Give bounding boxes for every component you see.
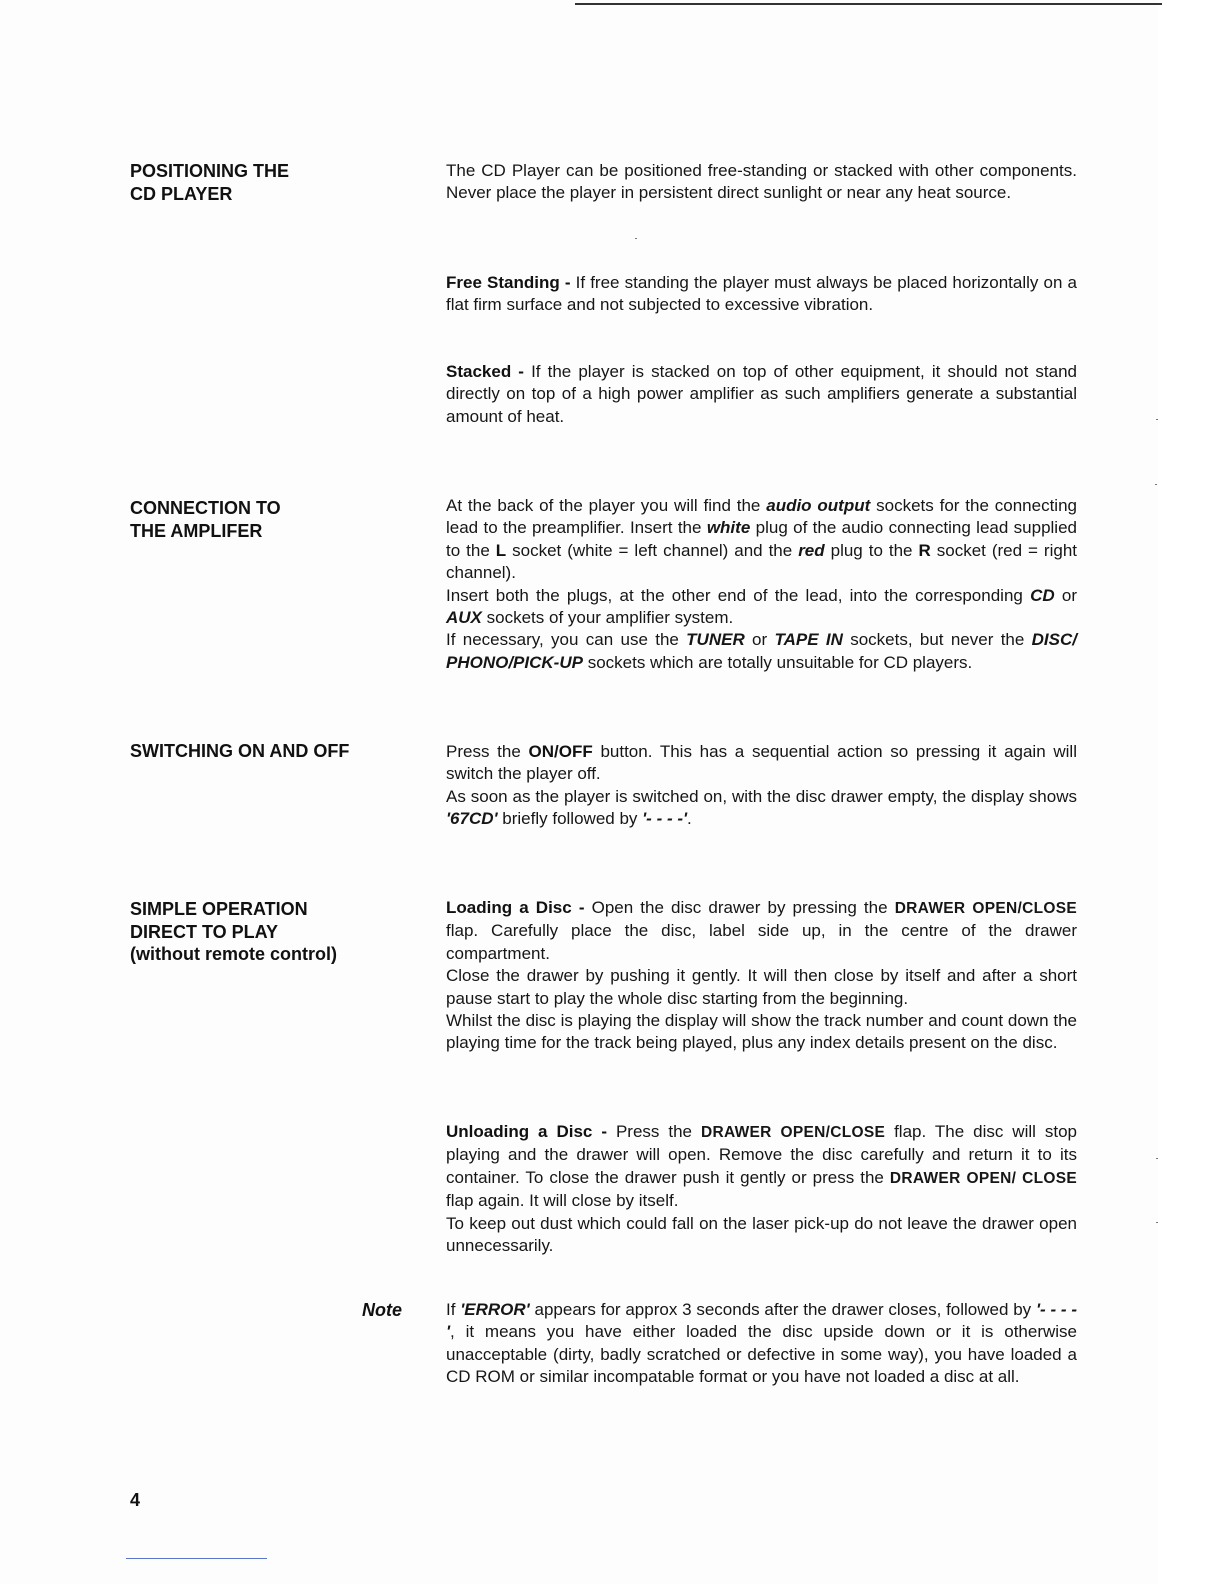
- TAPE-IN-term: TAPE IN: [774, 630, 843, 650]
- unloading-text: [446, 1121, 1077, 1257]
- stacked-paragraph: [446, 361, 1077, 428]
- DISC-PHONO-term: DISC/ PHONO/PICK-UP: [446, 630, 1077, 672]
- L-term: L: [495, 540, 507, 560]
- scan-speck: [1156, 419, 1158, 420]
- drawer-open-close-term: DRAWER OPEN/CLOSE: [894, 900, 1078, 917]
- top-rule: [575, 3, 1162, 5]
- red-term: red: [798, 540, 825, 560]
- heading-connection: [130, 497, 420, 542]
- CD-term: CD: [1030, 585, 1055, 605]
- paragraph: Whilst the disc is playing the display will show the track number and count down the playing time for the track being played, plus any index details present on the disc.: [446, 1011, 1077, 1053]
- bottom-rule: [126, 1558, 267, 1559]
- paragraph: Unloading a Disc - Press the DRAWER OPEN/CLOSE flap. The disc will stop playing and the drawer will open. Remove the disc carefully and return it to its container. To close the drawer push it gently or press the DRAWER OPEN/ CLOSE flap again. It will close by itself.: [446, 1122, 1077, 1211]
- paragraph: If necessary, you can use the TUNER or TAPE IN sockets, but never the DISC/ PHONO/PICK-UP sockets which are totally unsuitable for CD players.: [446, 630, 1077, 672]
- white-term: white: [706, 518, 751, 538]
- paragraph: Loading a Disc - Open the disc drawer by pressing the DRAWER OPEN/CLOSE flap. Carefully place the disc, label side up, in the centre of the drawer compartment.: [446, 898, 1078, 963]
- paragraph: At the back of the player you will find the audio output sockets for the connecting lead to the preamplifier. Insert the white plug of the audio connecting lead supplied to the L socket (white = left channel) and the red plug to the R socket (red = right channel).: [446, 496, 1077, 583]
- heading-simple-operation: [130, 898, 430, 966]
- heading-line: (without remote control): [130, 944, 337, 964]
- audio-output-term: audio output: [766, 496, 871, 515]
- loading-label: Loading a Disc -: [446, 898, 585, 917]
- stacked-label: Stacked -: [446, 362, 524, 381]
- R-term: R: [918, 540, 931, 560]
- free-standing-label: Free Standing -: [446, 273, 571, 292]
- heading-switching: [130, 740, 430, 763]
- paragraph: Close the drawer by pushing it gently. It will then close by itself and after a short pause start to play the whole disc starting from the beginning.: [446, 966, 1077, 1008]
- heading-line: SWITCHING ON AND OFF: [130, 741, 350, 761]
- AUX-term: AUX: [446, 608, 482, 628]
- paragraph: Insert both the plugs, at the other end of the lead, into the corresponding CD or AUX sockets of your amplifier system.: [446, 585, 1077, 628]
- loading-text: [446, 897, 1077, 1055]
- unloading-label: Unloading a Disc -: [446, 1122, 607, 1141]
- switching-text: [446, 741, 1077, 831]
- paragraph: The CD Player can be positioned free-standing or stacked with other components. Never place the player in persistent direct sunlight or near any heat source.: [446, 161, 1077, 203]
- drawer-open-close-term: DRAWER OPEN/ CLOSE: [889, 1169, 1077, 1187]
- paragraph: If 'ERROR' appears for approx 3 seconds after the drawer closes, followed by '- - - -', it means you have either loaded the disc upside down or it is otherwise unacceptable (dirty, badly scratched or defective in some way), you have loaded a CD ROM or similar incompatable format or you have not loaded a disc at all.: [446, 1300, 1077, 1387]
- connection-text: [446, 495, 1077, 674]
- heading-line: DIRECT TO PLAY: [130, 921, 279, 942]
- TUNER-term: TUNER: [686, 630, 745, 650]
- heading-line: POSITIONING THE: [130, 161, 290, 181]
- heading-positioning: [130, 160, 420, 205]
- page-number: 4: [130, 1490, 141, 1510]
- display-dashes: '- - - -': [642, 809, 688, 829]
- free-standing-paragraph: [446, 272, 1077, 317]
- heading-line: THE AMPLIFER: [130, 520, 263, 541]
- note-text: [446, 1299, 1077, 1389]
- heading-line: CONNECTION TO: [130, 498, 281, 518]
- positioning-intro: [446, 160, 1077, 205]
- on-off-term: ON/OFF: [528, 742, 593, 761]
- display-67CD: '67CD': [446, 809, 498, 829]
- free-standing-text: If free standing the player must always be placed horizontally on a flat firm surface and not subjected to excessive vibration.: [446, 273, 1077, 315]
- scan-speck: [1156, 1158, 1158, 1159]
- stacked-text: If the player is stacked on top of other equipment, it should not stand directly on top of a high power amplifier as such amplifiers generate a substantial amount of heat.: [446, 362, 1077, 426]
- display-dashes: '- - - -': [446, 1300, 1077, 1342]
- note-label: Note: [362, 1300, 402, 1320]
- heading-line: CD PLAYER: [130, 183, 233, 204]
- drawer-open-close-term: DRAWER OPEN/CLOSE: [700, 1124, 886, 1141]
- heading-line: SIMPLE OPERATION: [130, 899, 308, 919]
- scan-speck: [1155, 484, 1157, 485]
- paragraph: As soon as the player is switched on, with the disc drawer empty, the display shows '67CD' briefly followed by '- - - -'.: [446, 786, 1077, 829]
- error-term: 'ERROR': [460, 1300, 530, 1319]
- paragraph: To keep out dust which could fall on the laser pick-up do not leave the drawer open unnecessarily.: [446, 1213, 1077, 1256]
- scan-speck: [1156, 1222, 1158, 1223]
- scan-speck: [635, 238, 637, 239]
- paragraph: Press the ON/OFF button. This has a sequential action so pressing it again will switch the player off.: [446, 742, 1077, 784]
